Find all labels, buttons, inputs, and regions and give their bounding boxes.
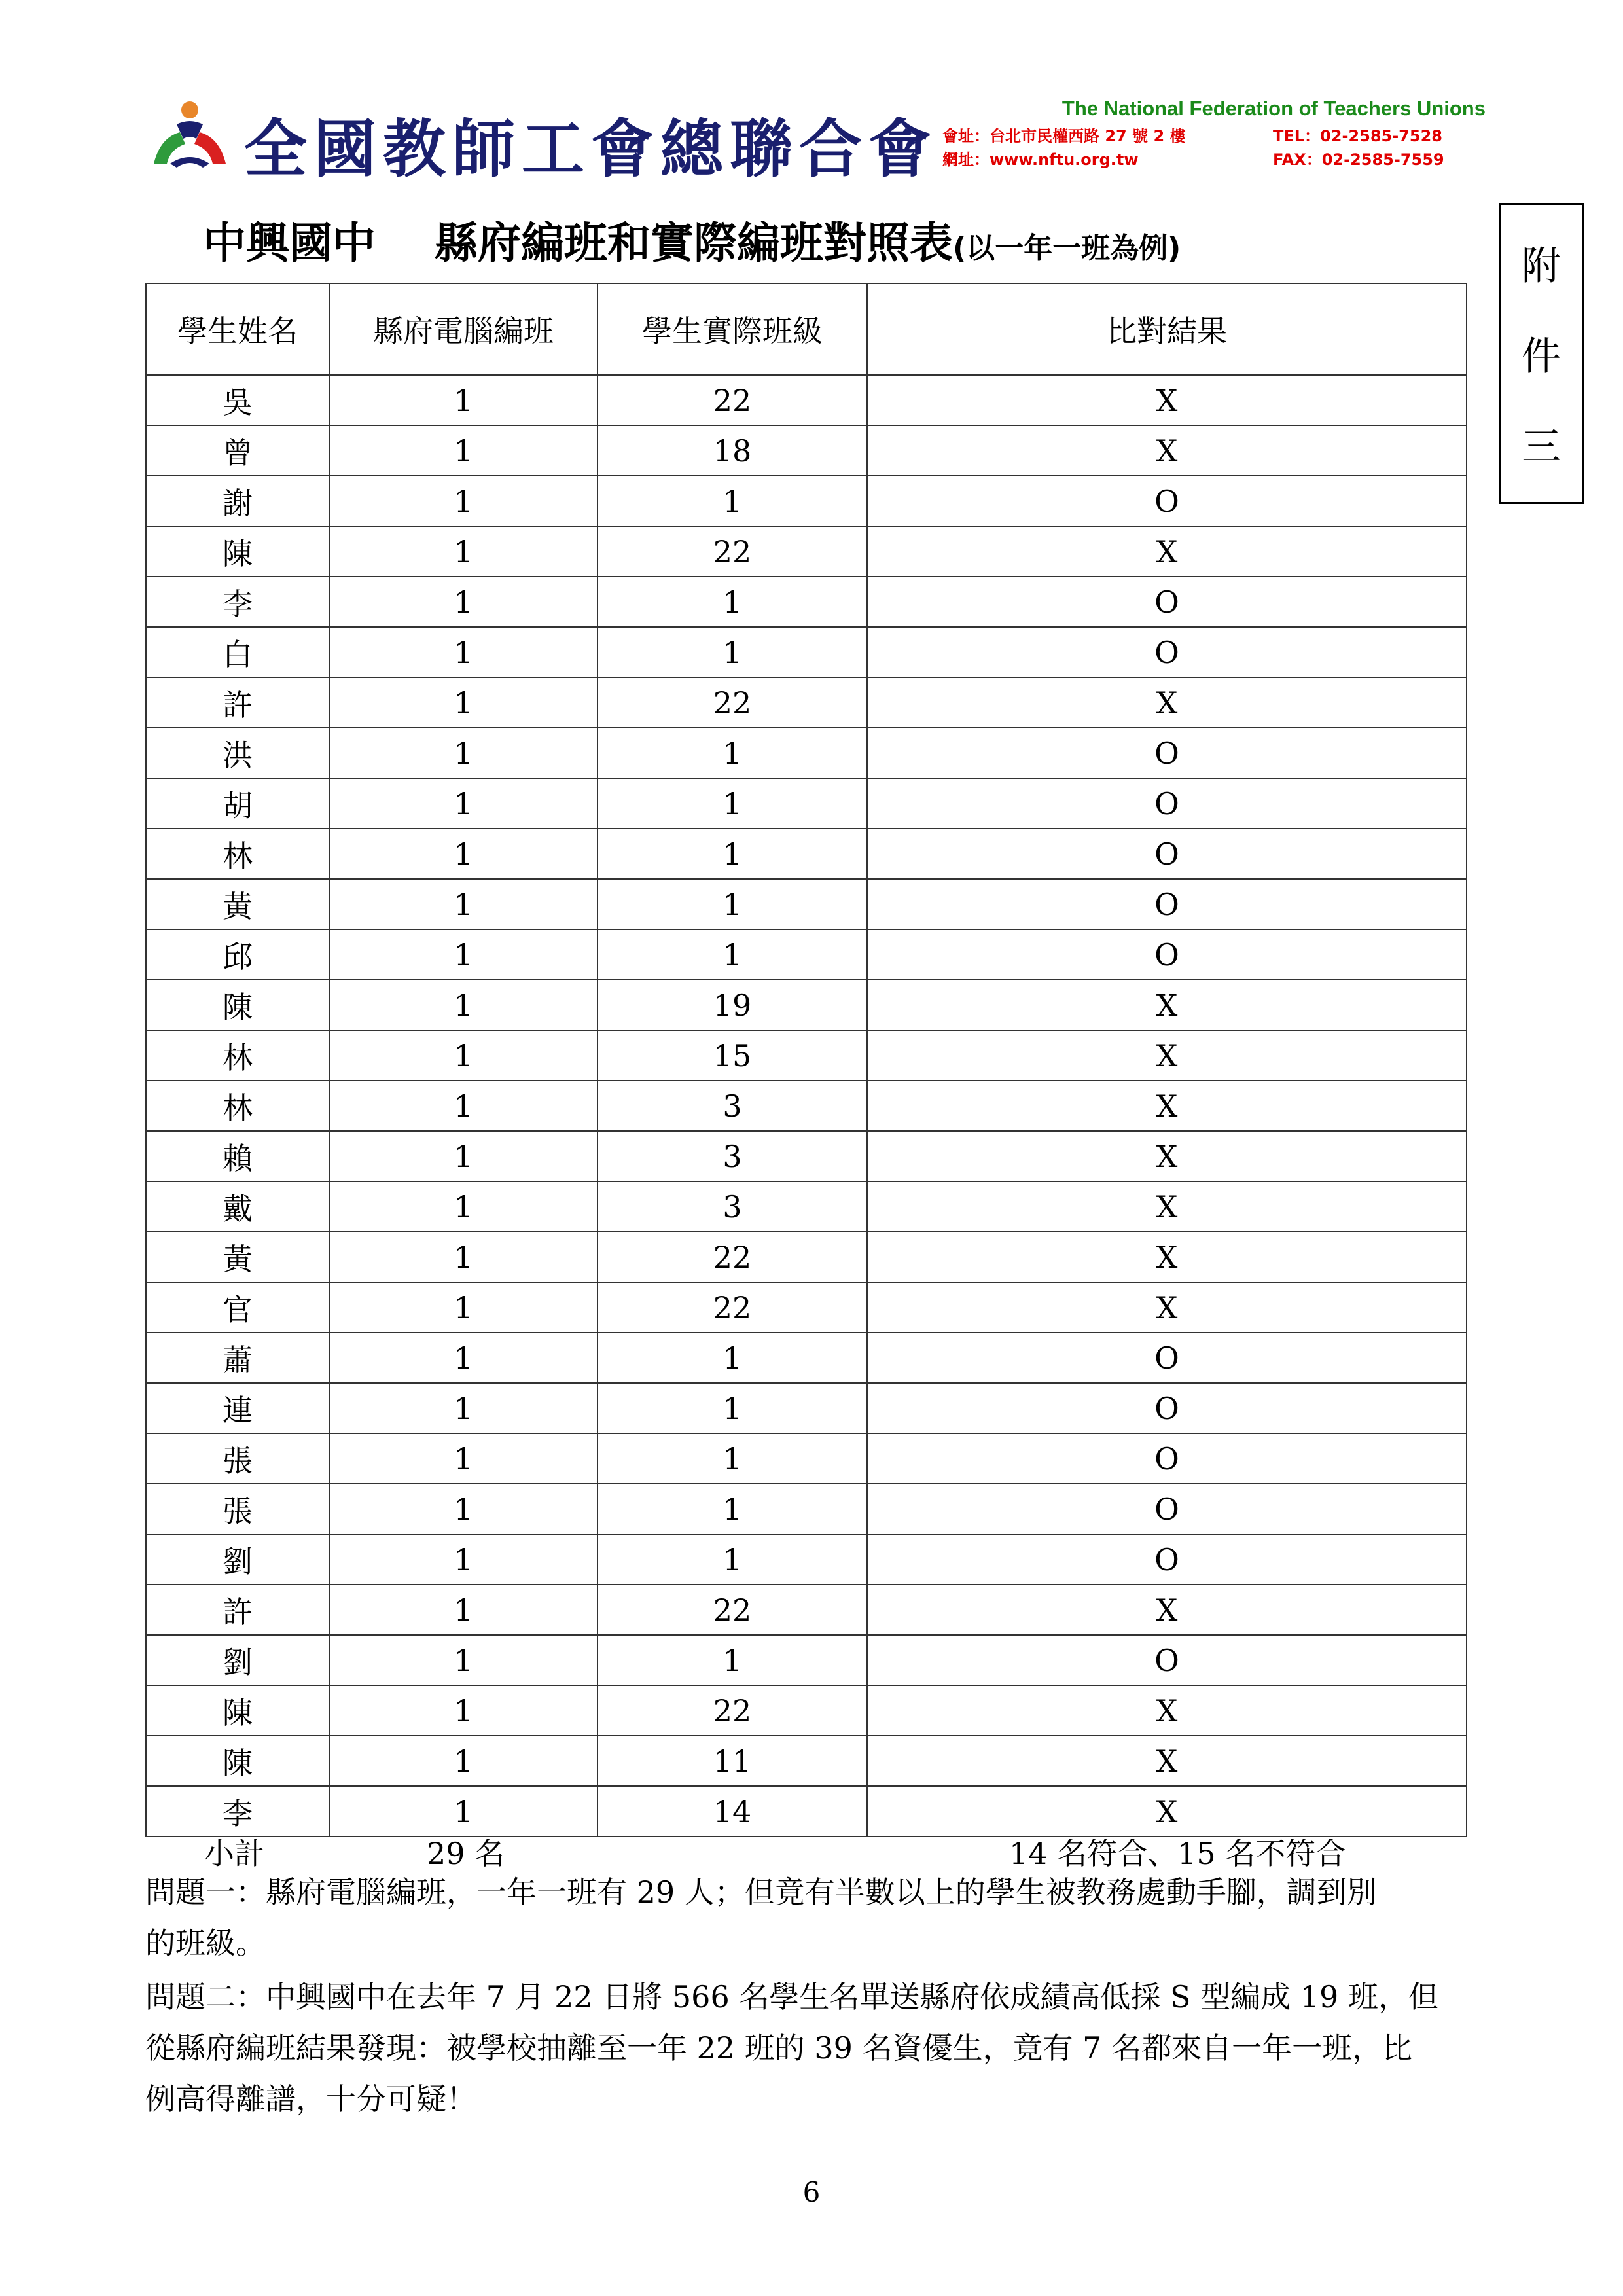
table-row — [146, 1333, 1467, 1383]
table-row — [146, 677, 1467, 728]
cell-student-name: 林 — [146, 829, 329, 879]
cell-actual-class: 1 — [597, 879, 867, 929]
cell-student-name: 劉 — [146, 1635, 329, 1685]
cell-comparison: X — [867, 677, 1467, 728]
page-title — [203, 208, 1181, 270]
cell-county-class: 1 — [329, 425, 597, 476]
cell-student-name: 黃 — [146, 1232, 329, 1282]
cell-comparison: X — [867, 1181, 1467, 1232]
cell-county-class: 1 — [329, 1030, 597, 1081]
cell-comparison: O — [867, 476, 1467, 526]
cell-county-class: 1 — [329, 627, 597, 677]
title-school: 中興國中 — [203, 218, 376, 268]
cell-comparison: O — [867, 1534, 1467, 1585]
header-contact — [942, 97, 1486, 168]
cell-comparison: X — [867, 375, 1467, 425]
cell-county-class: 1 — [329, 1484, 597, 1534]
table-row — [146, 1484, 1467, 1534]
cell-actual-class: 3 — [597, 1081, 867, 1131]
page-number: 6 — [802, 2176, 821, 2208]
cell-county-class: 1 — [329, 728, 597, 778]
table-row — [146, 1131, 1467, 1181]
table-row — [146, 1585, 1467, 1635]
cell-comparison: X — [867, 1282, 1467, 1333]
cell-county-class: 1 — [329, 929, 597, 980]
subtotal-count: 29 名 — [427, 1836, 505, 1871]
cell-comparison: O — [867, 577, 1467, 627]
table-row — [146, 829, 1467, 879]
table-body — [146, 375, 1467, 1837]
table-header-row — [146, 283, 1467, 375]
cell-county-class: 1 — [329, 980, 597, 1030]
cell-actual-class: 15 — [597, 1030, 867, 1081]
cell-county-class: 1 — [329, 1282, 597, 1333]
cell-county-class: 1 — [329, 1232, 597, 1282]
cell-student-name: 陳 — [146, 980, 329, 1030]
cell-student-name: 陳 — [146, 1685, 329, 1736]
cell-actual-class: 1 — [597, 577, 867, 627]
table-row — [146, 728, 1467, 778]
table-row — [146, 1534, 1467, 1585]
cell-comparison: X — [867, 1736, 1467, 1786]
table-row — [146, 1181, 1467, 1232]
problem-line: 問題一：縣府電腦編班，一年一班有 29 人；但竟有半數以上的學生被教務處動手腳，調到別 — [145, 1874, 1377, 1910]
cell-actual-class: 1 — [597, 1383, 867, 1433]
attachment-label-box — [1499, 203, 1584, 504]
table-row — [146, 929, 1467, 980]
table-row — [146, 1786, 1467, 1837]
table-row — [146, 1232, 1467, 1282]
cell-county-class: 1 — [329, 1081, 597, 1131]
cell-actual-class: 3 — [597, 1181, 867, 1232]
subtotal-label: 小計 — [204, 1836, 264, 1871]
cell-student-name: 張 — [146, 1433, 329, 1484]
table-row — [146, 425, 1467, 476]
cell-comparison: O — [867, 929, 1467, 980]
cell-county-class: 1 — [329, 1585, 597, 1635]
cell-county-class: 1 — [329, 1433, 597, 1484]
cell-student-name: 謝 — [146, 476, 329, 526]
attachment-char: 附 — [1522, 243, 1561, 289]
cell-county-class: 1 — [329, 577, 597, 627]
cell-county-class: 1 — [329, 1786, 597, 1837]
attachment-char: 三 — [1522, 424, 1561, 470]
table-row — [146, 1030, 1467, 1081]
cell-county-class: 1 — [329, 778, 597, 829]
cell-student-name: 邱 — [146, 929, 329, 980]
cell-comparison: O — [867, 1433, 1467, 1484]
attachment-char: 件 — [1522, 334, 1561, 380]
cell-county-class: 1 — [329, 829, 597, 879]
cell-county-class: 1 — [329, 1383, 597, 1433]
table-row — [146, 476, 1467, 526]
table-row — [146, 1433, 1467, 1484]
cell-actual-class: 1 — [597, 1534, 867, 1585]
org-logo — [147, 98, 938, 186]
cell-comparison: O — [867, 1484, 1467, 1534]
header-county-class: 縣府電腦編班 — [329, 283, 597, 375]
address: 會址：台北市民權西路 27 號 2 樓 — [942, 127, 1186, 145]
class-comparison-table — [145, 283, 1467, 1837]
cell-comparison: O — [867, 1333, 1467, 1383]
cell-actual-class: 1 — [597, 476, 867, 526]
cell-county-class: 1 — [329, 375, 597, 425]
cell-comparison: X — [867, 1030, 1467, 1081]
cell-student-name: 劉 — [146, 1534, 329, 1585]
cell-student-name: 胡 — [146, 778, 329, 829]
cell-comparison: X — [867, 1585, 1467, 1635]
table-row — [146, 1736, 1467, 1786]
cell-actual-class: 22 — [597, 1232, 867, 1282]
problem-line: 問題二：中興國中在去年 7 月 22 日將 566 名學生名單送縣府依成績高低採 S 型編成 19 班，但 — [145, 1979, 1438, 2015]
website-link[interactable]: 網址：www.nftu.org.tw — [942, 151, 1139, 169]
cell-actual-class: 22 — [597, 1685, 867, 1736]
cell-actual-class: 22 — [597, 677, 867, 728]
cell-student-name: 許 — [146, 1585, 329, 1635]
tel: TEL：02-2585-7528 — [1273, 127, 1442, 145]
cell-student-name: 陳 — [146, 526, 329, 577]
table-row — [146, 980, 1467, 1030]
cell-actual-class: 3 — [597, 1131, 867, 1181]
cell-student-name: 賴 — [146, 1131, 329, 1181]
table-row — [146, 1635, 1467, 1685]
cell-student-name: 許 — [146, 677, 329, 728]
cell-actual-class: 19 — [597, 980, 867, 1030]
title-sub: (以一年一班為例) — [953, 232, 1181, 265]
cell-comparison: O — [867, 829, 1467, 879]
cell-comparison: O — [867, 778, 1467, 829]
cell-actual-class: 1 — [597, 728, 867, 778]
cell-comparison: X — [867, 1081, 1467, 1131]
table-row — [146, 375, 1467, 425]
table-row — [146, 1282, 1467, 1333]
cell-county-class: 1 — [329, 1635, 597, 1685]
cell-student-name: 李 — [146, 577, 329, 627]
cell-student-name: 官 — [146, 1282, 329, 1333]
cell-student-name: 張 — [146, 1484, 329, 1534]
title-main: 縣府編班和實際編班對照表 — [435, 218, 953, 268]
cell-county-class: 1 — [329, 476, 597, 526]
cell-county-class: 1 — [329, 1685, 597, 1736]
cell-comparison: X — [867, 526, 1467, 577]
cell-actual-class: 1 — [597, 1433, 867, 1484]
cell-comparison: O — [867, 1383, 1467, 1433]
fax: FAX：02-2585-7559 — [1273, 151, 1444, 169]
cell-county-class: 1 — [329, 1181, 597, 1232]
cell-comparison: X — [867, 425, 1467, 476]
cell-student-name: 林 — [146, 1081, 329, 1131]
cell-county-class: 1 — [329, 1534, 597, 1585]
cell-county-class: 1 — [329, 1736, 597, 1786]
cell-actual-class: 1 — [597, 1333, 867, 1383]
cell-student-name: 洪 — [146, 728, 329, 778]
cell-student-name: 黃 — [146, 879, 329, 929]
header-comparison: 比對結果 — [867, 283, 1467, 375]
cell-actual-class: 1 — [597, 929, 867, 980]
cell-student-name: 蕭 — [146, 1333, 329, 1383]
cell-county-class: 1 — [329, 879, 597, 929]
table-row — [146, 1081, 1467, 1131]
cell-student-name: 陳 — [146, 1736, 329, 1786]
org-name-zh: 全國教師工會總聯合會 — [244, 113, 938, 186]
cell-county-class: 1 — [329, 1131, 597, 1181]
cell-student-name: 林 — [146, 1030, 329, 1081]
cell-student-name: 連 — [146, 1383, 329, 1433]
cell-actual-class: 14 — [597, 1786, 867, 1837]
cell-actual-class: 18 — [597, 425, 867, 476]
cell-student-name: 李 — [146, 1786, 329, 1837]
table-row — [146, 577, 1467, 627]
cell-comparison: O — [867, 627, 1467, 677]
cell-comparison: X — [867, 1685, 1467, 1736]
table-row — [146, 879, 1467, 929]
cell-county-class: 1 — [329, 1333, 597, 1383]
problem-two — [145, 1971, 1480, 2125]
table-row — [146, 1685, 1467, 1736]
cell-student-name: 吳 — [146, 375, 329, 425]
subtotal-row — [145, 1830, 1466, 1869]
header-student-name: 學生姓名 — [146, 283, 329, 375]
cell-actual-class: 22 — [597, 375, 867, 425]
table-row — [146, 526, 1467, 577]
problem-line: 例高得離譜，十分可疑！ — [145, 2081, 476, 2117]
cell-comparison: X — [867, 1131, 1467, 1181]
subtotal-result: 14 名符合、15 名不符合 — [1009, 1836, 1346, 1871]
org-name-en: The National Federation of Teachers Unions — [1061, 97, 1486, 120]
cell-county-class: 1 — [329, 526, 597, 577]
cell-actual-class: 1 — [597, 1484, 867, 1534]
cell-student-name: 曾 — [146, 425, 329, 476]
cell-comparison: O — [867, 728, 1467, 778]
problem-one — [145, 1867, 1480, 1969]
cell-comparison: O — [867, 1635, 1467, 1685]
cell-actual-class: 1 — [597, 1635, 867, 1685]
header-actual-class: 學生實際班級 — [597, 283, 867, 375]
cell-actual-class: 22 — [597, 526, 867, 577]
cell-actual-class: 22 — [597, 1282, 867, 1333]
cell-comparison: O — [867, 879, 1467, 929]
cell-comparison: X — [867, 980, 1467, 1030]
cell-actual-class: 11 — [597, 1736, 867, 1786]
problem-line: 的班級。 — [145, 1926, 266, 1961]
cell-actual-class: 1 — [597, 627, 867, 677]
cell-student-name: 戴 — [146, 1181, 329, 1232]
cell-student-name: 白 — [146, 627, 329, 677]
cell-comparison: X — [867, 1786, 1467, 1837]
cell-actual-class: 22 — [597, 1585, 867, 1635]
table-row — [146, 778, 1467, 829]
table-row — [146, 627, 1467, 677]
cell-comparison: X — [867, 1232, 1467, 1282]
table-row — [146, 1383, 1467, 1433]
cell-actual-class: 1 — [597, 829, 867, 879]
org-emblem-icon — [147, 98, 232, 170]
problem-line: 從縣府編班結果發現：被學校抽離至一年 22 班的 39 名資優生，竟有 7 名都來自一年一班，比 — [145, 2030, 1413, 2066]
cell-county-class: 1 — [329, 677, 597, 728]
cell-actual-class: 1 — [597, 778, 867, 829]
